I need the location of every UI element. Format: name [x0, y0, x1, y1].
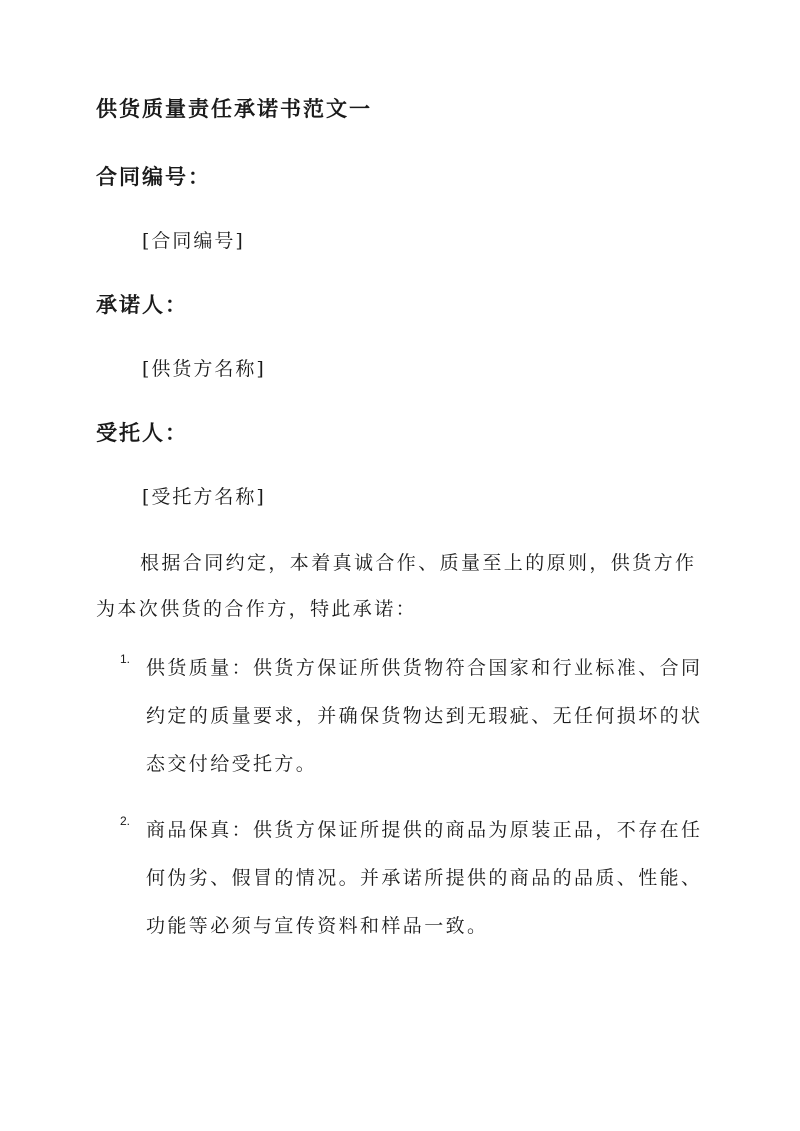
intro-paragraph: 根据合同约定，本着真诚合作、质量至上的原则，供货方作为本次供货的合作方，特此承诺： — [96, 552, 697, 620]
contract-no-placeholder: [合同编号] — [142, 230, 245, 252]
trustee-label: 受托人： — [96, 420, 188, 445]
list-item-number: 1. — [120, 652, 131, 666]
document-title: 供货质量责任承诺书范文一 — [96, 96, 372, 121]
list-item-text: 供货质量：供货方保证所供货物符合国家和行业标准、合同约定的质量要求，并确保货物达到无瑕疵、无任何损坏的状态交付给受托方。 — [146, 657, 703, 775]
promisor-label: 承诺人： — [96, 292, 188, 317]
list-item-text: 商品保真：供货方保证所提供的商品为原装正品，不存在任何伪劣、假冒的情况。并承诺所提供的商品的品质、性能、功能等必须与宣传资料和样品一致。 — [146, 819, 703, 937]
list-item — [120, 806, 706, 950]
trustee-placeholder: [受托方名称] — [142, 486, 266, 508]
list-item-number: 2. — [120, 814, 131, 828]
promisor-placeholder: [供货方名称] — [142, 358, 266, 380]
contract-no-label: 合同编号： — [96, 164, 211, 189]
list-item — [120, 644, 706, 788]
